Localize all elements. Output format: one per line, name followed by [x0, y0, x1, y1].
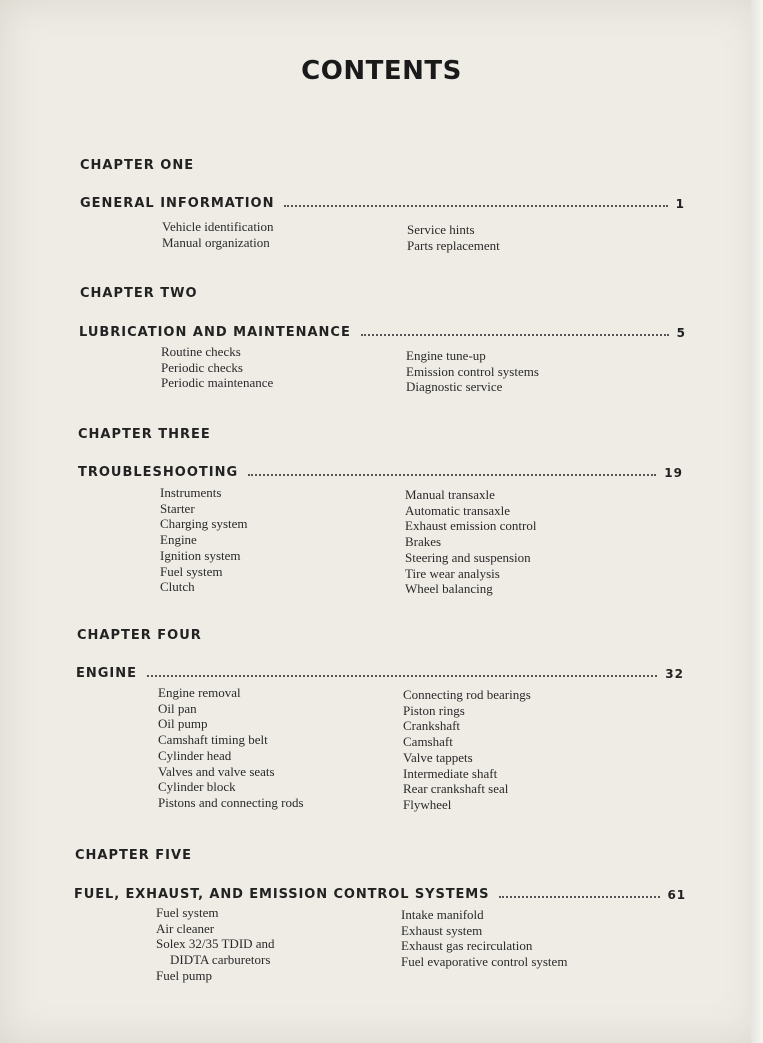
dot-leader — [499, 895, 659, 898]
chapter-four-heading — [76, 661, 684, 681]
topic: Camshaft timing belt — [158, 732, 268, 748]
chapter-two-label: CHAPTER TWO — [80, 286, 198, 301]
chapter-one-heading — [80, 191, 685, 211]
chapter-two-topics-left — [161, 344, 273, 391]
topic: Cylinder head — [158, 747, 232, 763]
topic: Ignition system — [160, 547, 241, 563]
chapter-two-topics-right — [406, 348, 539, 395]
topic: Fuel evaporative control system — [401, 954, 568, 970]
chapter-five-label: CHAPTER FIVE — [75, 848, 192, 863]
chapter-five-heading — [74, 882, 686, 902]
topic: Camshaft — [403, 734, 453, 750]
chapter-heading-text: ENGINE — [76, 666, 138, 681]
topic: Automatic transaxle — [405, 502, 511, 518]
topic: Air cleaner — [156, 920, 215, 936]
topic: Starter — [160, 500, 195, 516]
topic: Manual transaxle — [405, 487, 495, 502]
topic: Vehicle identification — [162, 219, 274, 234]
chapter-one-label: CHAPTER ONE — [80, 158, 195, 173]
topic: Instruments — [160, 485, 222, 500]
page-number: 61 — [667, 888, 686, 902]
page-edge — [751, 0, 763, 1043]
topic: Piston rings — [403, 702, 465, 718]
topic: Brakes — [405, 534, 442, 550]
topic: Charging system — [160, 516, 248, 532]
dot-leader — [147, 674, 657, 677]
chapter-heading-text: TROUBLESHOOTING — [78, 465, 239, 480]
topic: Engine tune-up — [406, 348, 486, 363]
chapter-three-heading — [78, 460, 683, 480]
topic: Exhaust gas recirculation — [401, 938, 533, 954]
chapter-heading-text: GENERAL INFORMATION — [80, 196, 275, 211]
chapter-four-label: CHAPTER FOUR — [77, 628, 202, 643]
chapter-three-label: CHAPTER THREE — [78, 427, 211, 442]
topic: Parts replacement — [407, 237, 500, 253]
topic: Fuel system — [160, 563, 223, 579]
chapter-five-topics-right — [401, 907, 567, 970]
topic: Crankshaft — [403, 718, 461, 734]
topic: Pistons and connecting rods — [158, 794, 304, 810]
chapter-heading-text: FUEL, EXHAUST, AND EMISSION CONTROL SYSTEMS — [74, 887, 490, 902]
topic: Service hints — [407, 222, 475, 237]
topic: Exhaust emission control — [405, 518, 537, 534]
topic: Steering and suspension — [405, 549, 531, 565]
page-number: 1 — [675, 197, 685, 211]
topic: Exhaust system — [401, 922, 483, 938]
topic: Clutch — [160, 579, 195, 595]
topic: Connecting rod bearings — [403, 687, 531, 702]
topic: Diagnostic service — [406, 379, 503, 395]
topic: Intermediate shaft — [403, 765, 498, 781]
topic: Rear crankshaft seal — [403, 781, 509, 797]
page-number: 32 — [665, 667, 684, 681]
topic: DIDTA carburetors — [170, 952, 271, 968]
chapter-four-topics-left — [158, 685, 304, 811]
topic: Flywheel — [403, 796, 452, 812]
topic: Emission control systems — [406, 363, 539, 379]
chapter-one-topics-left — [162, 219, 274, 250]
chapter-one-topics-right — [407, 222, 500, 253]
dot-leader — [361, 333, 669, 336]
chapter-two-heading — [79, 320, 686, 340]
topic: Fuel pump — [156, 967, 212, 983]
chapter-four-topics-right — [403, 687, 531, 813]
topic: Routine checks — [161, 344, 241, 359]
topic: Manual organization — [162, 234, 270, 250]
page-number: 5 — [676, 326, 686, 340]
topic: Cylinder block — [158, 779, 236, 795]
dot-leader — [248, 473, 656, 476]
dot-leader — [284, 204, 667, 207]
topic: Intake manifold — [401, 907, 484, 922]
topic: Valves and valve seats — [158, 763, 275, 779]
topic: Wheel balancing — [405, 581, 493, 597]
topic: Engine — [160, 532, 197, 548]
topic: Periodic checks — [161, 359, 243, 375]
chapter-heading-text: LUBRICATION AND MAINTENANCE — [79, 325, 351, 340]
topic: Valve tappets — [403, 749, 473, 765]
topic: Oil pan — [158, 700, 197, 716]
chapter-three-topics-left — [160, 485, 248, 595]
chapter-five-topics-left — [156, 905, 275, 984]
topic: Solex 32/35 TDID and — [156, 936, 275, 952]
topic: Tire wear analysis — [405, 565, 500, 581]
topic: Engine removal — [158, 685, 241, 700]
topic: Oil pump — [158, 716, 208, 732]
topic: Periodic maintenance — [161, 375, 274, 391]
chapter-three-topics-right — [405, 487, 536, 597]
page-title: CONTENTS — [301, 56, 462, 86]
page-number: 19 — [664, 466, 683, 480]
topic: Fuel system — [156, 905, 219, 920]
